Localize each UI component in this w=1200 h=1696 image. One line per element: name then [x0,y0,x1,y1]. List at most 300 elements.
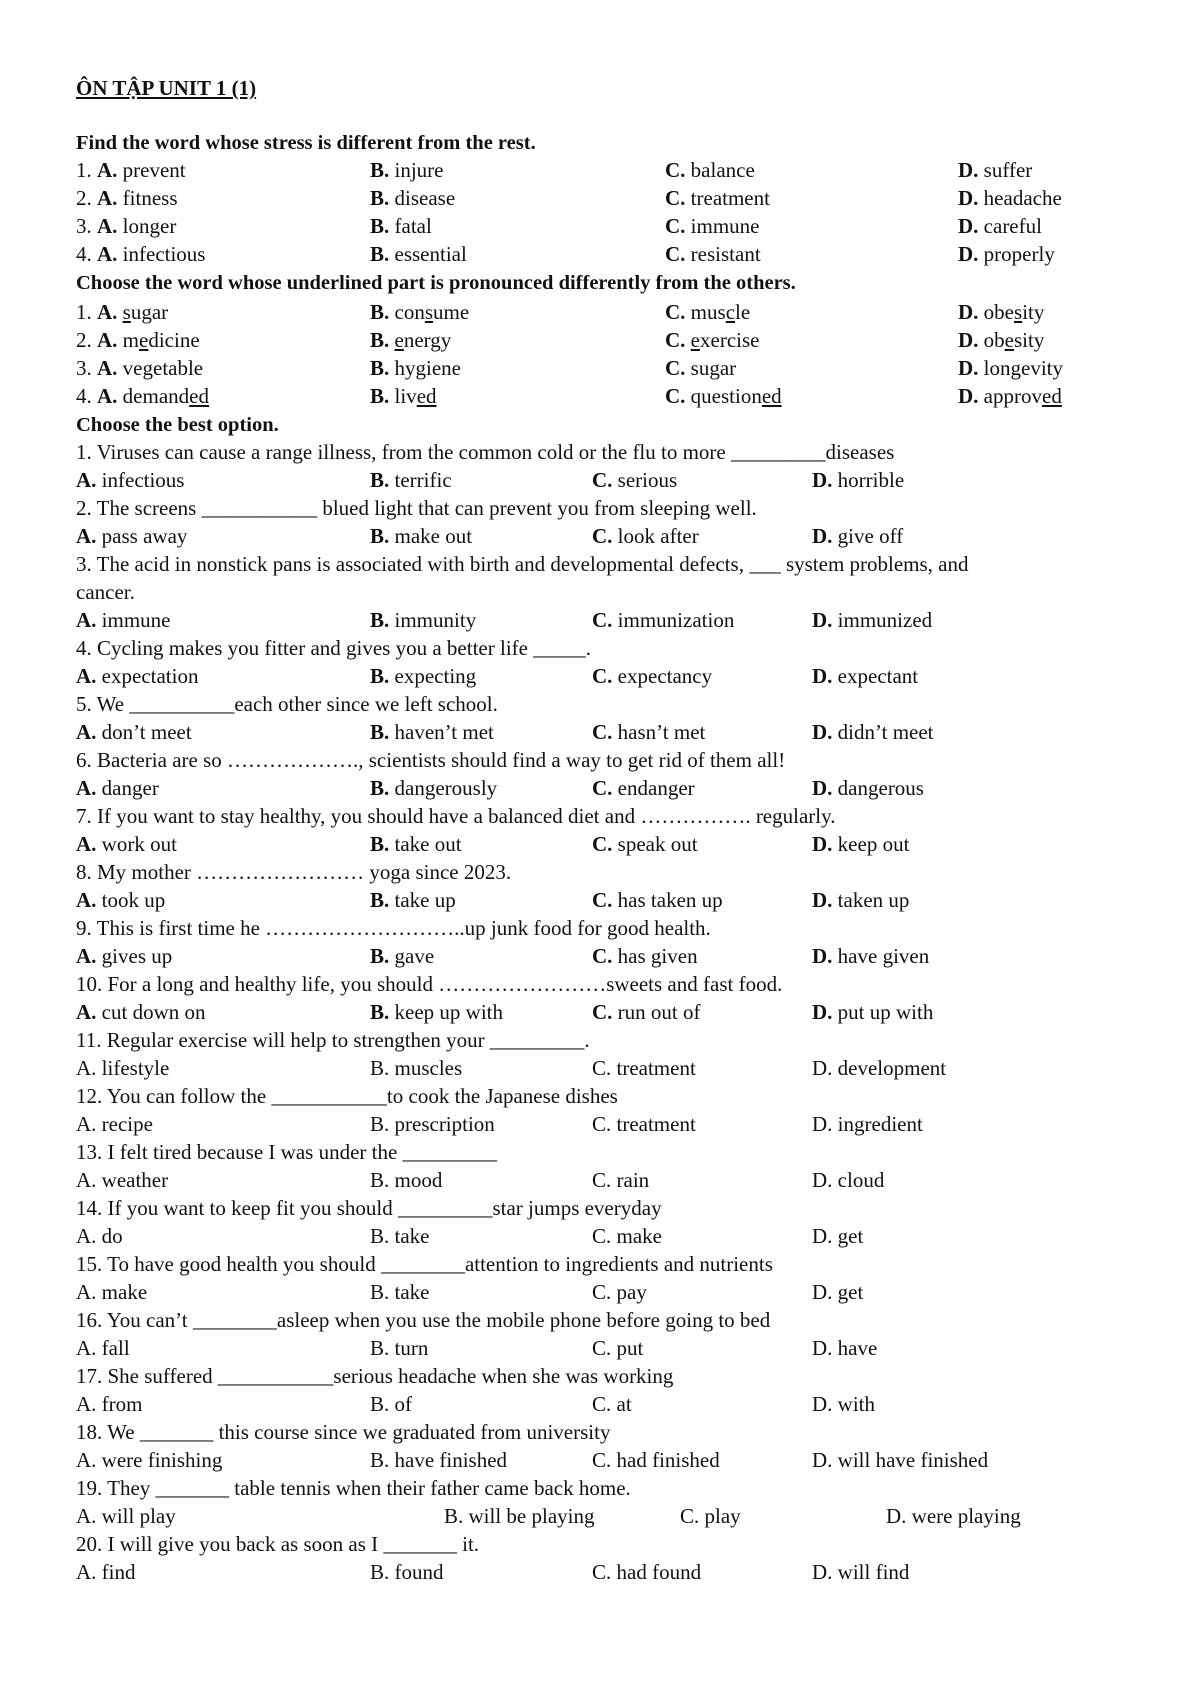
answer-text: look after [612,524,699,548]
option-word: headache [983,186,1062,210]
s2-option-a [76,326,200,354]
s2-option-b [370,354,461,382]
answer-option-c [592,606,734,634]
question-text: 14. If you want to keep fit you should _________star jumps everyday [76,1196,662,1220]
s1-item-number: 3. [76,214,97,238]
answer-option-c [592,1558,701,1586]
answer-text: immune [96,608,171,632]
s1-option-a [76,156,186,184]
s2-item-number: 1. [76,300,97,324]
answer-option-c [592,1334,643,1362]
answer-text: dangerously [389,776,498,800]
answer-option-a [76,886,165,914]
answer-text: C. play [680,1504,741,1528]
answer-text: A. do [76,1224,123,1248]
answer-option-d [812,830,909,858]
underlined-part: e [690,328,700,352]
answer-letter: B. [370,776,390,800]
answer-option-d [812,1054,946,1082]
s1-option-a [76,212,176,240]
question-text: 15. To have good health you should ________attention to ingredients and nutrients [76,1252,773,1276]
option-letter: B. [370,384,390,408]
answer-text: immunity [389,608,477,632]
answer-letter: A. [76,608,97,632]
option-word: careful [983,214,1042,238]
question-text: 18. We _______ this course since we graduated from university [76,1420,611,1444]
answer-letter: C. [592,524,613,548]
option-word: resistant [690,242,761,266]
answer-option-c [680,1502,741,1530]
answer-text: B. mood [370,1168,443,1192]
answer-text: A. make [76,1280,148,1304]
s1-option-d [958,156,1032,184]
section3-heading: Choose the best option. [76,414,279,436]
answer-option-a [76,1446,222,1474]
answer-letter: B. [370,888,390,912]
s1-option-c [665,184,770,212]
underlined-part: c [725,300,736,324]
answer-option-b [370,1054,462,1082]
answer-text: C. make [592,1224,662,1248]
answer-letter: D. [812,776,833,800]
answer-text: speak out [612,832,698,856]
answer-option-a [76,1054,169,1082]
option-word: essential [394,242,467,266]
s1-option-c [665,156,755,184]
question-text: 8. My mother …………………… yoga since 2023. [76,860,512,884]
answer-text: expecting [389,664,477,688]
answer-text: A. were finishing [76,1448,223,1472]
underlined-part: e [394,328,404,352]
s2-option-d [958,354,1063,382]
option-letter: D. [958,328,979,352]
s2-option-a [76,298,168,326]
s2-option-d [958,326,1044,354]
answer-text: serious [612,468,678,492]
answer-text: A. weather [76,1168,169,1192]
answer-text: D. have [812,1336,878,1360]
answer-option-c [592,830,698,858]
answer-text: gave [389,944,435,968]
answer-text: B. of [370,1392,412,1416]
answer-option-b [370,830,462,858]
s2-option-b [370,298,469,326]
option-letter: A. [97,214,118,238]
question-text: 4. Cycling makes you fitter and gives you a better life _____. [76,636,591,660]
answer-text: cut down on [96,1000,206,1024]
answer-text: B. take [370,1224,430,1248]
answer-text: put up with [832,1000,934,1024]
answer-text: took up [96,888,166,912]
option-letter: B. [370,300,390,324]
underlined-part: e [1004,328,1014,352]
s2-option-c [665,298,750,326]
underlined-part: ed [1042,384,1062,408]
answer-text: B. muscles [370,1056,463,1080]
answer-text: horrible [832,468,905,492]
option-letter: B. [370,158,390,182]
answer-letter: D. [812,832,833,856]
answer-text: C. pay [592,1280,647,1304]
word-pre: demand [122,384,190,408]
answer-text: A. find [76,1560,136,1584]
answer-option-b [370,1390,412,1418]
option-word: immune [690,214,760,238]
answer-text: have given [832,944,930,968]
answer-option-d [812,1446,988,1474]
answer-option-d [812,1222,863,1250]
question-text: 1. Viruses can cause a range illness, from the common cold or the flu to more _________diseases [76,440,895,464]
underlined-part: g [142,356,153,380]
answer-option-b [370,1334,428,1362]
option-letter: D. [958,214,979,238]
answer-option-a [76,662,198,690]
answer-letter: A. [76,832,97,856]
word-pre: ve [122,356,143,380]
question-text: 13. I felt tired because I was under the _________ [76,1140,498,1164]
answer-text: pass away [96,524,188,548]
option-letter: C. [665,356,686,380]
option-word: disease [394,186,456,210]
answer-letter: D. [812,524,833,548]
page-title: ÔN TẬP UNIT 1 (1) [76,76,257,100]
option-letter: C. [665,214,686,238]
answer-option-b [370,1278,429,1306]
s2-option-b [370,382,437,410]
underlined-part: ed [416,384,437,408]
answer-letter: B. [370,944,390,968]
answer-letter: C. [592,776,613,800]
option-letter: C. [665,384,686,408]
word-pre: obe [983,300,1014,324]
answer-text: terrific [389,468,452,492]
answer-text: haven’t met [389,720,494,744]
answer-option-c [592,1446,720,1474]
answer-option-d [812,522,903,550]
option-letter: C. [665,186,686,210]
underlined-part: ed [189,384,209,408]
answer-option-a [76,1334,130,1362]
answer-text: gives up [96,944,173,968]
word-pre: hy [394,356,416,380]
question-text: 6. Bacteria are so ………………., scientists should find a way to get rid of them all! [76,748,786,772]
answer-text: keep out [832,832,910,856]
s1-item-number: 2. [76,186,97,210]
word-post: ar [719,356,737,380]
option-letter: D. [958,384,979,408]
answer-text: infectious [96,468,185,492]
underlined-part: g [1010,356,1022,380]
s2-item-number: 2. [76,328,97,352]
answer-letter: D. [812,888,833,912]
answer-letter: C. [592,468,613,492]
word-post: etable [153,356,204,380]
answer-text: B. turn [370,1336,429,1360]
answer-option-a [76,1278,147,1306]
section2-heading: Choose the word whose underlined part is pronounced differently from the others. [76,272,796,294]
answer-text: run out of [612,1000,701,1024]
s1-option-b [370,212,432,240]
answer-text: A. will play [76,1504,176,1528]
answer-text: A. recipe [76,1112,153,1136]
answer-letter: A. [76,468,97,492]
s2-option-a [76,382,209,410]
option-letter: B. [370,328,390,352]
answer-letter: C. [592,608,613,632]
answer-option-d [812,1558,909,1586]
answer-text: take out [389,832,462,856]
answer-option-d [812,662,918,690]
answer-text: C. at [592,1392,632,1416]
option-letter: D. [958,158,979,182]
answer-text: has given [612,944,698,968]
s1-option-d [958,240,1055,268]
answer-letter: C. [592,944,613,968]
answer-option-c [592,774,695,802]
question-text: 3. The acid in nonstick pans is associated with birth and developmental defects, ___ system problems, and [76,552,969,576]
answer-letter: A. [76,664,97,688]
word-post: iene [426,356,461,380]
answer-option-d [886,1502,1021,1530]
s1-option-d [958,184,1062,212]
option-word: balance [690,158,755,182]
answer-option-c [592,942,698,970]
answer-letter: B. [370,1000,390,1024]
s1-option-b [370,156,444,184]
answer-text: C. treatment [592,1056,696,1080]
answer-option-b [370,998,503,1026]
question-text: 20. I will give you back as soon as I _______ it. [76,1532,480,1556]
answer-text: danger [96,776,159,800]
answer-option-a [76,1558,136,1586]
answer-text: C. put [592,1336,644,1360]
answer-option-b [444,1502,595,1530]
option-letter: A. [97,186,118,210]
word-pre: lon [983,356,1011,380]
answer-option-c [592,1222,662,1250]
answer-text: immunization [612,608,735,632]
answer-option-c [592,1166,649,1194]
word-post: xercise [700,328,760,352]
s2-option-c [665,354,736,382]
answer-text: A. fall [76,1336,130,1360]
option-letter: A. [97,384,118,408]
answer-option-c [592,886,723,914]
answer-text: A. lifestyle [76,1056,170,1080]
answer-text: B. take [370,1280,430,1304]
answer-text: B. prescription [370,1112,495,1136]
s2-item-number: 4. [76,384,97,408]
option-word: prevent [122,158,186,182]
option-letter: A. [97,300,118,324]
answer-text: C. treatment [592,1112,696,1136]
word-pre: su [690,356,710,380]
answer-text: expectancy [612,664,713,688]
answer-letter: A. [76,776,97,800]
answer-letter: D. [812,468,833,492]
option-letter: D. [958,186,979,210]
answer-text: take up [389,888,456,912]
answer-option-b [370,718,494,746]
word-post: sity [1014,328,1045,352]
word-post: le [735,300,751,324]
answer-option-c [592,1278,647,1306]
answer-text: D. ingredient [812,1112,923,1136]
answer-text: keep up with [389,1000,503,1024]
s2-option-c [665,326,759,354]
option-letter: D. [958,242,979,266]
underlined-part: g [415,356,427,380]
answer-text: hasn’t met [612,720,706,744]
s2-option-a [76,354,203,382]
answer-letter: C. [592,888,613,912]
answer-option-c [592,998,701,1026]
answer-option-d [812,942,929,970]
answer-option-d [812,466,904,494]
s1-item-number: 4. [76,242,97,266]
word-post: evity [1021,356,1064,380]
answer-option-c [592,466,677,494]
answer-letter: B. [370,664,390,688]
option-word: treatment [690,186,770,210]
answer-option-a [76,718,192,746]
word-pre: ob [983,328,1005,352]
answer-text: don’t meet [96,720,192,744]
answer-letter: A. [76,1000,97,1024]
answer-text: D. will find [812,1560,910,1584]
option-letter: A. [97,158,118,182]
answer-text: D. will have finished [812,1448,989,1472]
answer-letter: D. [812,608,833,632]
answer-option-b [370,522,472,550]
answer-option-d [812,1334,877,1362]
answer-option-b [370,606,476,634]
answer-letter: C. [592,664,613,688]
option-word: suffer [983,158,1033,182]
s2-option-b [370,326,451,354]
option-word: properly [983,242,1055,266]
answer-option-c [592,1110,696,1138]
option-letter: C. [665,328,686,352]
s2-option-c [665,382,782,410]
word-pre: mus [690,300,726,324]
answer-option-c [592,1390,632,1418]
answer-option-c [592,662,712,690]
answer-option-d [812,718,934,746]
answer-option-a [76,466,184,494]
answer-option-b [370,466,452,494]
word-pre: approv [983,384,1042,408]
answer-option-a [76,774,159,802]
answer-letter: A. [76,524,97,548]
answer-option-a [76,1502,176,1530]
answer-letter: B. [370,832,390,856]
answer-option-b [370,1558,444,1586]
answer-option-c [592,522,699,550]
option-letter: D. [958,300,979,324]
answer-text: give off [832,524,904,548]
option-letter: C. [665,242,686,266]
option-word: fatal [394,214,432,238]
answer-text: dangerous [832,776,924,800]
option-word: infectious [122,242,206,266]
answer-text: C. rain [592,1168,650,1192]
s1-item-number: 1. [76,158,97,182]
word-post: ume [433,300,470,324]
s1-option-d [958,212,1042,240]
answer-text: D. with [812,1392,875,1416]
question-text: 16. You can’t ________asleep when you use the mobile phone before going to bed [76,1308,771,1332]
answer-letter: D. [812,664,833,688]
answer-text: expectant [832,664,919,688]
answer-letter: D. [812,1000,833,1024]
underlined-part: e [139,328,149,352]
word-post: ugar [130,300,169,324]
answer-option-c [592,1054,696,1082]
word-pre: m [122,328,140,352]
underlined-part: ed [761,384,782,408]
answer-text: taken up [832,888,910,912]
answer-text: A. from [76,1392,143,1416]
option-word: injure [394,158,444,182]
answer-option-b [370,662,476,690]
answer-option-b [370,1446,507,1474]
answer-letter: B. [370,720,390,744]
answer-letter: C. [592,1000,613,1024]
s1-option-a [76,240,205,268]
answer-option-a [76,1222,123,1250]
question-text: 7. If you want to stay healthy, you should have a balanced diet and ……………. regularly. [76,804,836,828]
question-text: 12. You can follow the ___________to cook the Japanese dishes [76,1084,618,1108]
underlined-part: s [424,300,434,324]
option-word: longer [122,214,177,238]
s1-option-b [370,240,467,268]
answer-letter: A. [76,720,97,744]
answer-text: C. had finished [592,1448,720,1472]
question-text: 9. This is first time he ………………………..up junk food for good health. [76,916,711,940]
answer-text: B. found [370,1560,444,1584]
word-pre: liv [394,384,417,408]
answer-option-d [812,886,909,914]
question-text-cont: cancer. [76,580,135,604]
option-letter: B. [370,242,390,266]
answer-option-b [370,1110,495,1138]
word-post: nergy [403,328,452,352]
word-pre: question [690,384,762,408]
question-text: 10. For a long and healthy life, you should ……………………sweets and fast food. [76,972,783,996]
answer-text: make out [389,524,473,548]
section1-heading: Find the word whose stress is different from the rest. [76,132,536,154]
answer-letter: D. [812,720,833,744]
answer-letter: D. [812,944,833,968]
answer-letter: B. [370,608,390,632]
answer-option-d [812,998,933,1026]
answer-option-d [812,1278,863,1306]
answer-option-a [76,1110,153,1138]
option-letter: C. [665,300,686,324]
answer-letter: A. [76,888,97,912]
s2-option-d [958,298,1044,326]
answer-text: C. had found [592,1560,702,1584]
answer-option-b [370,1166,442,1194]
question-text: 5. We __________each other since we left school. [76,692,498,716]
answer-text: D. cloud [812,1168,885,1192]
answer-option-b [370,942,434,970]
option-letter: A. [97,242,118,266]
word-pre: con [394,300,425,324]
underlined-part: s [122,300,131,324]
answer-option-d [812,1390,875,1418]
